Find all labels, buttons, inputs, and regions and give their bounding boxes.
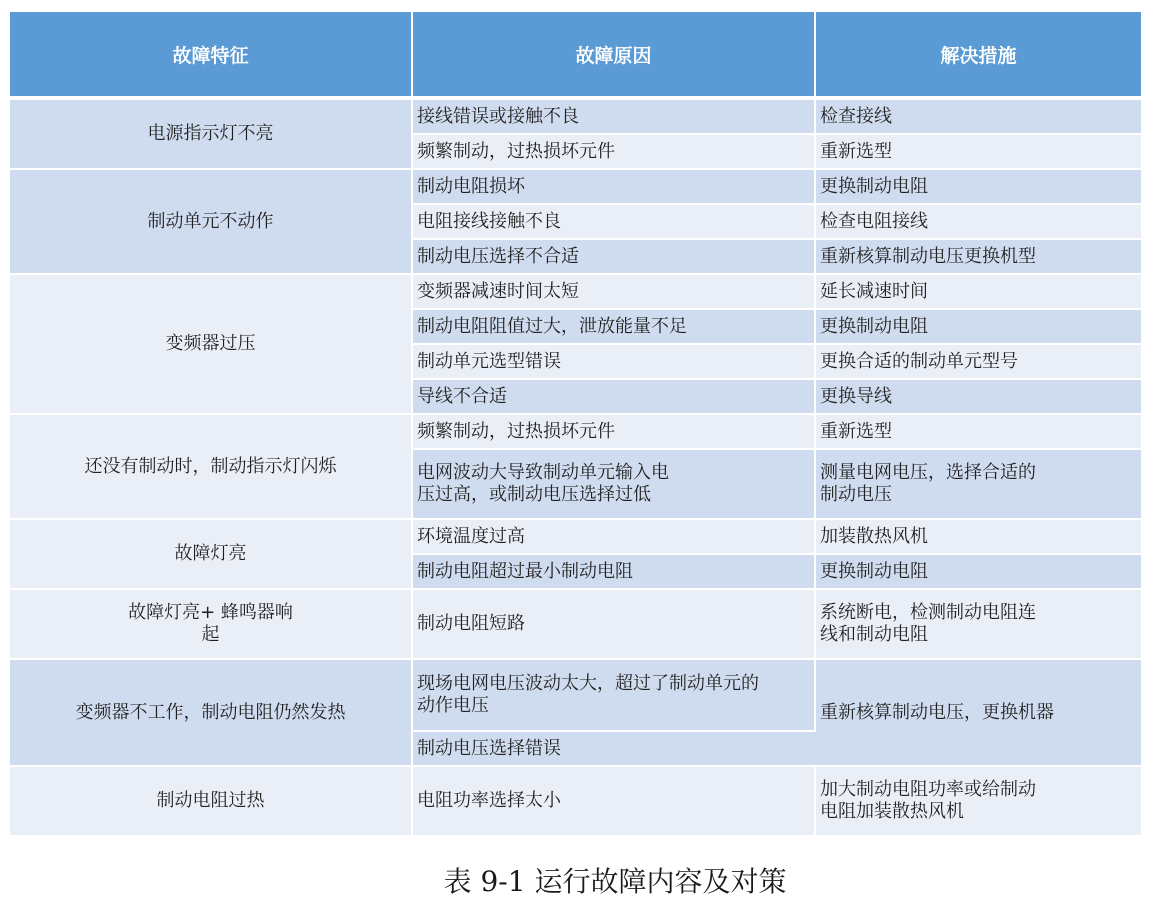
table-row bbox=[10, 767, 1141, 837]
header-feature: 故障特征 bbox=[10, 12, 413, 100]
cause-cell: 电阻接线接触不良 bbox=[413, 205, 816, 240]
table-row bbox=[10, 590, 1141, 660]
solution-cell: 重新核算制动电压更换机型 bbox=[816, 240, 1141, 275]
solution-cell: 检查接线 bbox=[816, 100, 1141, 135]
solution-cell: 延长减速时间 bbox=[816, 275, 1141, 310]
feature-cell: 故障灯亮 bbox=[10, 520, 413, 590]
solution-cell: 更换制动电阻 bbox=[816, 310, 1141, 345]
cause-cell: 导线不合适 bbox=[413, 380, 816, 415]
cause-cell: 环境温度过高 bbox=[413, 520, 816, 555]
solution-cell: 重新核算制动电压，更换机器 bbox=[816, 660, 1141, 767]
cause-cell: 变频器减速时间太短 bbox=[413, 275, 816, 310]
fault-table bbox=[10, 12, 1141, 837]
table-row bbox=[10, 660, 1141, 732]
header-row bbox=[10, 12, 1141, 100]
cause-cell: 频繁制动，过热损坏元件 bbox=[413, 415, 816, 450]
table-row bbox=[10, 170, 1141, 205]
table-caption: 表 9-1 运行故障内容及对策 bbox=[443, 865, 787, 898]
solution-cell: 重新选型 bbox=[816, 415, 1141, 450]
cause-cell: 制动电阻损坏 bbox=[413, 170, 816, 205]
cause-cell: 现场电网电压波动太大，超过了制动单元的 动作电压 bbox=[413, 660, 816, 732]
feature-cell: 变频器不工作，制动电阻仍然发热 bbox=[10, 660, 413, 767]
cause-cell: 制动电阻超过最小制动电阻 bbox=[413, 555, 816, 590]
cause-cell: 电网波动大导致制动单元输入电 压过高，或制动电压选择过低 bbox=[413, 450, 816, 520]
solution-cell: 重新选型 bbox=[816, 135, 1141, 170]
cause-cell: 制动单元选型错误 bbox=[413, 345, 816, 380]
solution-cell: 加装散热风机 bbox=[816, 520, 1141, 555]
table-row bbox=[10, 520, 1141, 555]
cause-cell: 制动电压选择错误 bbox=[413, 732, 816, 767]
solution-cell: 测量电网电压，选择合适的 制动电压 bbox=[816, 450, 1141, 520]
cause-cell: 电阻功率选择太小 bbox=[413, 767, 816, 837]
solution-cell: 检查电阻接线 bbox=[816, 205, 1141, 240]
solution-cell: 更换合适的制动单元型号 bbox=[816, 345, 1141, 380]
table-row bbox=[10, 275, 1141, 310]
feature-cell: 故障灯亮+ 蜂鸣器响 起 bbox=[10, 590, 413, 660]
header-solution: 解决措施 bbox=[816, 12, 1141, 100]
feature-cell: 变频器过压 bbox=[10, 275, 413, 415]
header-cause: 故障原因 bbox=[413, 12, 816, 100]
solution-cell: 系统断电，检测制动电阻连 线和制动电阻 bbox=[816, 590, 1141, 660]
cause-cell: 接线错误或接触不良 bbox=[413, 100, 816, 135]
cause-cell: 制动电压选择不合适 bbox=[413, 240, 816, 275]
feature-cell: 制动单元不动作 bbox=[10, 170, 413, 275]
table-row bbox=[10, 100, 1141, 135]
table-row bbox=[10, 415, 1141, 450]
cause-cell: 频繁制动，过热损坏元件 bbox=[413, 135, 816, 170]
solution-cell: 更换制动电阻 bbox=[816, 555, 1141, 590]
feature-cell: 电源指示灯不亮 bbox=[10, 100, 413, 170]
feature-cell: 还没有制动时，制动指示灯闪烁 bbox=[10, 415, 413, 520]
cause-cell: 制动电阻短路 bbox=[413, 590, 816, 660]
solution-cell: 更换导线 bbox=[816, 380, 1141, 415]
cause-cell: 制动电阻阻值过大，泄放能量不足 bbox=[413, 310, 816, 345]
solution-cell: 更换制动电阻 bbox=[816, 170, 1141, 205]
feature-cell: 制动电阻过热 bbox=[10, 767, 413, 837]
solution-cell: 加大制动电阻功率或给制动 电阻加装散热风机 bbox=[816, 767, 1141, 837]
